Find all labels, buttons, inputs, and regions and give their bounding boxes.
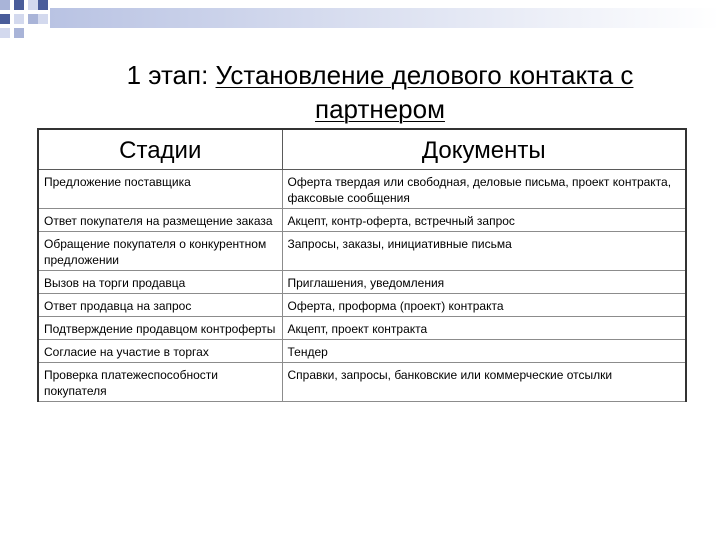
decorative-squares-banner — [0, 0, 720, 40]
deco-square — [0, 0, 10, 10]
stages-documents-table — [37, 128, 687, 402]
title-prefix: 1 этап: — [126, 60, 216, 90]
header-documents: Документы — [282, 129, 686, 170]
table-row — [38, 294, 686, 317]
title-underlined: Установление делового контакта с партнером — [215, 60, 634, 124]
header-stages: Стадии — [38, 129, 282, 170]
table-row — [38, 232, 686, 271]
table-row — [38, 209, 686, 232]
table-row — [38, 170, 686, 209]
slide-title — [60, 58, 700, 126]
document-cell: Справки, запросы, банковские или коммерческие отсылки — [282, 363, 686, 402]
stage-cell: Вызов на торги продавца — [38, 271, 282, 294]
stage-cell: Ответ покупателя на размещение заказа — [38, 209, 282, 232]
stage-cell: Обращение покупателя о конкурентном предложении — [38, 232, 282, 271]
deco-square — [14, 0, 24, 10]
stage-cell: Предложение поставщика — [38, 170, 282, 209]
document-cell: Приглашения, уведомления — [282, 271, 686, 294]
table-row — [38, 340, 686, 363]
table-row — [38, 363, 686, 402]
document-cell: Акцепт, проект контракта — [282, 317, 686, 340]
stage-cell: Согласие на участие в торгах — [38, 340, 282, 363]
document-cell: Запросы, заказы, инициативные письма — [282, 232, 686, 271]
stage-cell: Ответ продавца на запрос — [38, 294, 282, 317]
document-cell: Тендер — [282, 340, 686, 363]
stage-cell: Проверка платежеспособности покупателя — [38, 363, 282, 402]
deco-square — [38, 0, 48, 10]
deco-square — [28, 14, 38, 24]
banner-bar — [50, 8, 720, 28]
deco-square — [14, 14, 24, 24]
deco-square — [0, 14, 10, 24]
deco-square — [14, 28, 24, 38]
stage-cell: Подтверждение продавцом контроферты — [38, 317, 282, 340]
table-row — [38, 271, 686, 294]
deco-square — [0, 28, 10, 38]
deco-square — [38, 14, 48, 24]
deco-square — [28, 0, 38, 10]
document-cell: Оферта твердая или свободная, деловые письма, проект контракта, факсовые сообщения — [282, 170, 686, 209]
document-cell: Акцепт, контр-оферта, встречный запрос — [282, 209, 686, 232]
table-row — [38, 317, 686, 340]
table-header-row — [38, 129, 686, 170]
document-cell: Оферта, проформа (проект) контракта — [282, 294, 686, 317]
